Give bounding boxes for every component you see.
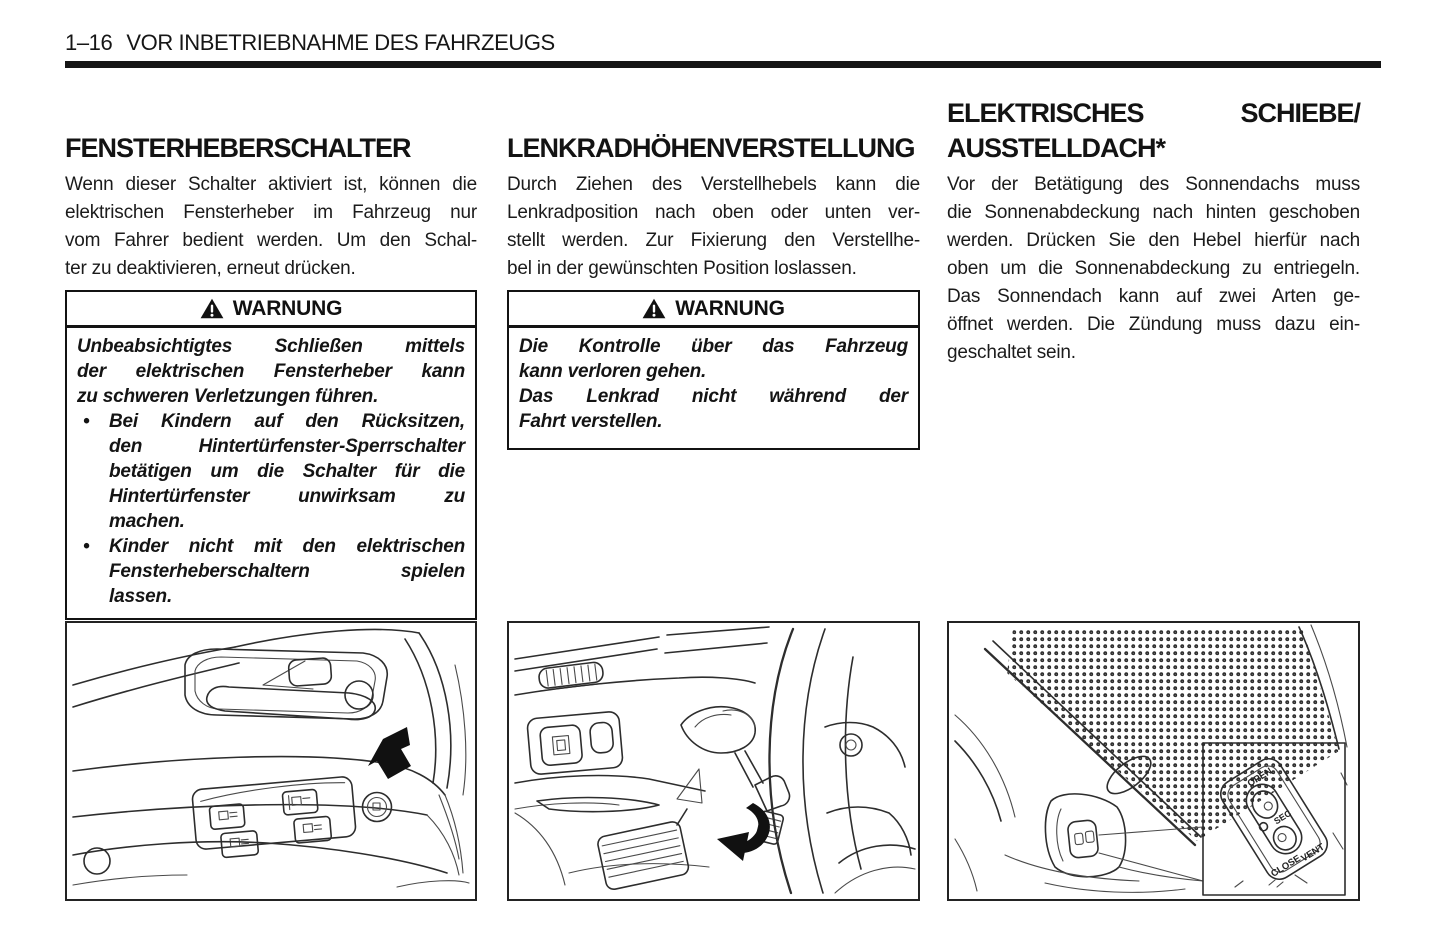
text-line: Fensterheberschaltern spielen	[109, 561, 465, 582]
warning-item-text	[109, 534, 465, 609]
window-switch	[221, 831, 259, 858]
figure-door-panel	[65, 621, 477, 901]
text-line: Vor der Betätigung des Sonnendachs muss	[947, 174, 1360, 195]
text-line: Lenkradposition nach oben oder unten ver-	[507, 202, 920, 223]
warning-body	[509, 328, 918, 440]
text-line: LENKRADHÖHENVERSTELLUNG	[507, 133, 915, 163]
callout-lines	[1099, 827, 1283, 887]
warning-header	[509, 292, 918, 328]
section-body	[507, 171, 920, 283]
text-line: AUSSTELLDACH*	[947, 133, 1166, 163]
text-line: öffnet werden. Die Zündung muss dazu ein-	[947, 314, 1360, 335]
bullet-marker: •	[83, 411, 90, 432]
warning-icon	[642, 298, 666, 319]
label-open: OPEN	[1245, 765, 1275, 790]
text-line: der elektrischen Fensterheber kann	[77, 361, 465, 382]
warning-bullet-item	[77, 409, 465, 534]
page-number: 1–16	[65, 30, 113, 55]
chapter-title: VOR INBETRIEBNAHME DES FAHRZEUGS	[126, 30, 555, 55]
window-switch-panel	[192, 776, 357, 860]
warning-icon	[200, 298, 224, 319]
warning-paragraph	[519, 334, 908, 384]
indicator-arrow	[368, 727, 411, 779]
glovebox-trim	[537, 798, 659, 812]
indicator-arrow	[717, 803, 770, 861]
warning-box	[507, 290, 920, 450]
window-switch	[209, 804, 245, 830]
sunroof-illustration	[949, 623, 1357, 898]
brake-pedal	[596, 809, 689, 891]
text-line: stellt werden. Zur Fixierung den Verstellhe-	[507, 230, 920, 251]
armrest	[73, 757, 463, 875]
text-line: Das Sonnendach kann auf zwei Arten ge-	[947, 286, 1360, 307]
figure-steering-column	[507, 621, 920, 901]
warning-item-text	[519, 384, 908, 434]
steering-column-illustration	[509, 623, 917, 898]
text-line: oben um die Sonnenabdeckung zu entriegeln.	[947, 258, 1360, 279]
text-line: Bei Kindern auf den Rücksitzen,	[109, 411, 465, 432]
warning-box	[65, 290, 477, 620]
text-line: Das Lenkrad nicht während der	[519, 386, 908, 407]
door-lower-trim	[73, 842, 469, 887]
warning-header	[67, 292, 475, 328]
text-line: elektrischen Fensterheber im Fahrzeug nur	[65, 202, 477, 223]
figure-sunroof	[947, 621, 1360, 901]
door-handle-recess	[185, 649, 387, 720]
text-line: Wenn dieser Schalter aktiviert ist, können die	[65, 174, 477, 195]
door-window-switch-illustration	[67, 623, 474, 898]
warning-paragraph	[519, 384, 908, 434]
warning-item-text	[519, 334, 908, 384]
sunroof-switch	[1067, 820, 1099, 859]
text-line: die Sonnenabdeckung nach hinten geschoben	[947, 202, 1360, 223]
section-body	[947, 171, 1360, 367]
warning-bullet-item	[77, 534, 465, 609]
text-line: Kinder nicht mit den elektrischen	[109, 536, 465, 557]
sec-indicator-dot	[1258, 821, 1269, 832]
text-line: Unbeabsichtigtes Schließen mittels	[77, 336, 465, 357]
text-line: zu schweren Verletzungen führen.	[77, 386, 379, 407]
warning-item-text	[77, 334, 465, 409]
label-sec: SEC	[1272, 808, 1294, 827]
warning-body	[67, 328, 475, 615]
window-switch	[282, 789, 318, 815]
section-title	[947, 92, 1360, 166]
text-line: werden. Drücken Sie den Hebel hierfür nach	[947, 230, 1360, 251]
text-line: lassen.	[109, 586, 173, 607]
column-schiebedach	[947, 0, 1360, 939]
text-line: ter zu deaktivieren, erneut drücken.	[65, 258, 356, 279]
tilt-lever	[677, 707, 790, 845]
text-line: machen.	[109, 511, 185, 532]
label-close: CLOSE	[1269, 853, 1303, 880]
dashboard-vents	[515, 627, 769, 695]
sunroof-screen	[1007, 629, 1339, 841]
section-body	[65, 171, 477, 283]
text-line: den Hintertürfenster-Sperrschalter	[109, 436, 465, 457]
text-line: geschaltet sein.	[947, 342, 1076, 363]
ignition-switch-panel	[527, 711, 624, 775]
column-lenkradhoehenverstellung	[507, 0, 920, 939]
warning-paragraph	[77, 334, 465, 409]
door-pull-handle	[207, 686, 376, 719]
section-title	[65, 92, 477, 166]
label-vent: VENT	[1299, 841, 1327, 865]
warning-item-text	[109, 409, 465, 534]
text-line: Durch Ziehen des Verstellhebels kann die	[507, 174, 920, 195]
warning-title: WARNUNG	[675, 296, 785, 320]
door-lock-knob	[288, 658, 332, 687]
text-line: kann verloren gehen.	[519, 361, 707, 382]
text-line: Hintertürfenster unwirksam zu	[109, 486, 465, 507]
text-line: FENSTERHEBERSCHALTER	[65, 133, 411, 163]
bullet-marker: •	[83, 536, 90, 557]
section-title	[507, 92, 920, 166]
text-line: betätigen um die Schalter für die	[109, 461, 465, 482]
text-line: ELEKTRISCHES SCHIEBE/	[947, 98, 1360, 128]
steering-wheel	[769, 629, 915, 893]
text-line: Fahrt verstellen.	[519, 411, 663, 432]
column-fensterheberschalter	[65, 0, 477, 939]
text-line: bel in der gewünschten Position loslassen.	[507, 258, 857, 279]
text-line: vom Fahrer bedient werden. Um den Schal-	[65, 230, 477, 251]
warning-title: WARNUNG	[232, 296, 343, 320]
text-line: Die Kontrolle über das Fahrzeug	[519, 336, 908, 357]
